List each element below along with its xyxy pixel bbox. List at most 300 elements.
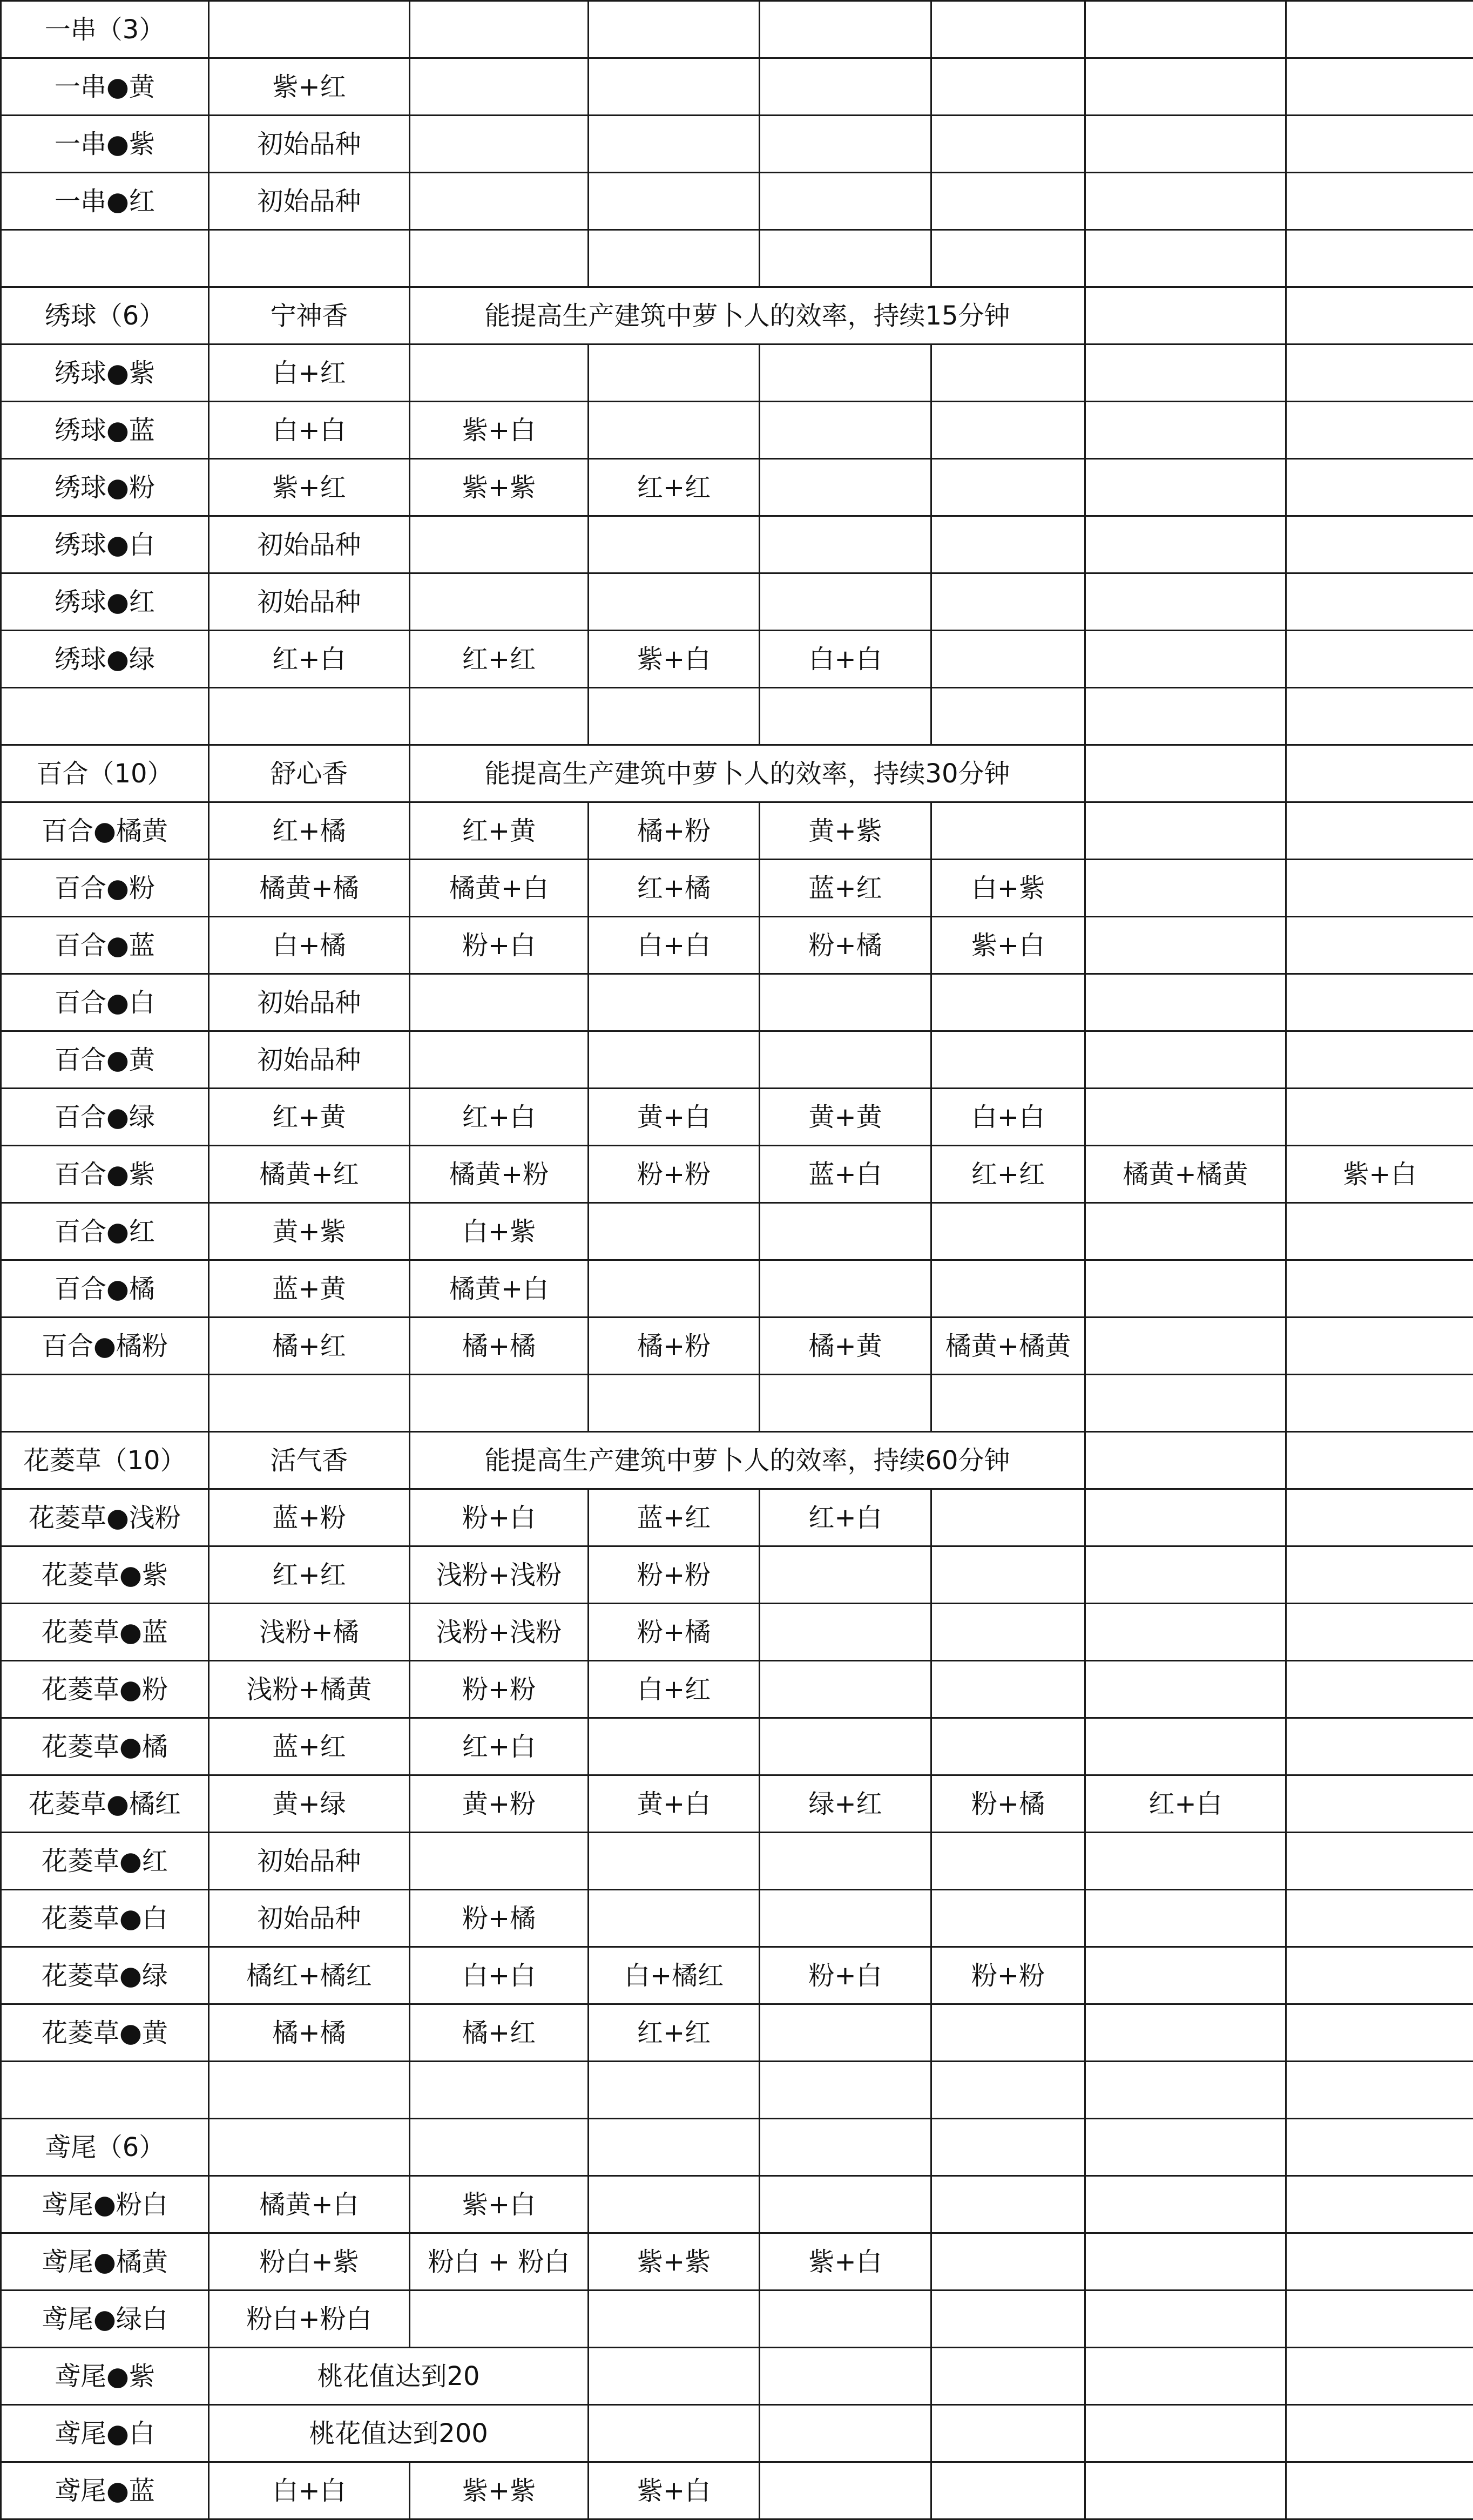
recipe-cell: 白+红 <box>209 344 410 402</box>
recipe-cell <box>209 2062 410 2119</box>
flower-name-cell: 花菱草●蓝 <box>1 1604 209 1661</box>
recipe-cell: 粉+粉 <box>589 1146 760 1203</box>
recipe-cell: 橘黄+红 <box>209 1146 410 1203</box>
recipe-cell: 初始品种 <box>209 1031 410 1089</box>
recipe-cell <box>589 1833 760 1890</box>
recipe-cell <box>589 58 760 116</box>
flower-name-cell: 绣球（6） <box>1 287 209 344</box>
recipe-cell <box>1085 631 1286 688</box>
recipe-cell <box>1085 287 1286 344</box>
recipe-cell <box>931 2062 1085 2119</box>
recipe-cell <box>410 1 589 58</box>
flower-name-cell: 绣球●紫 <box>1 344 209 402</box>
recipe-cell <box>1085 1947 1286 2004</box>
recipe-cell: 白+白 <box>589 917 760 974</box>
flower-name-cell: 鸢尾●蓝 <box>1 2462 209 2519</box>
recipe-cell <box>931 1260 1085 1318</box>
recipe-cell <box>1286 1489 1473 1546</box>
table-row <box>1 2348 1473 2405</box>
recipe-cell <box>1286 287 1473 344</box>
recipe-cell <box>1085 1 1286 58</box>
table-row <box>1 1890 1473 1947</box>
recipe-cell <box>1085 1432 1286 1489</box>
recipe-cell <box>1286 1089 1473 1146</box>
recipe-cell <box>760 1604 931 1661</box>
recipe-cell <box>931 2291 1085 2348</box>
recipe-cell <box>589 974 760 1031</box>
flower-name-cell <box>1 2062 209 2119</box>
recipe-cell: 红+黄 <box>410 802 589 860</box>
recipe-cell <box>931 1203 1085 1260</box>
flower-name-cell: 一串●红 <box>1 173 209 230</box>
recipe-cell <box>1085 516 1286 573</box>
recipe-cell <box>209 230 410 287</box>
recipe-cell: 红+白 <box>209 631 410 688</box>
recipe-cell: 初始品种 <box>209 974 410 1031</box>
table-row <box>1 1375 1473 1432</box>
recipe-cell <box>931 173 1085 230</box>
table-row <box>1 2119 1473 2176</box>
table-row <box>1 402 1473 459</box>
recipe-cell <box>1286 1203 1473 1260</box>
recipe-cell: 绿+红 <box>760 1775 931 1833</box>
recipe-cell <box>931 2004 1085 2062</box>
flower-name-cell: 花菱草●粉 <box>1 1661 209 1718</box>
table-body <box>1 1 1473 2519</box>
recipe-cell <box>209 2119 410 2176</box>
table-row <box>1 1604 1473 1661</box>
table-row <box>1 802 1473 860</box>
recipe-cell <box>931 2348 1085 2405</box>
recipe-cell <box>209 1375 410 1432</box>
recipe-cell: 粉+白 <box>410 917 589 974</box>
recipe-cell <box>1085 2004 1286 2062</box>
recipe-cell: 橘黄+白 <box>209 2176 410 2233</box>
recipe-cell <box>1085 1031 1286 1089</box>
table-row <box>1 2004 1473 2062</box>
recipe-cell <box>931 802 1085 860</box>
recipe-cell <box>589 1260 760 1318</box>
recipe-cell <box>931 116 1085 173</box>
flower-name-cell: 百合（10） <box>1 745 209 802</box>
recipe-cell <box>589 1 760 58</box>
flower-name-cell: 绣球●白 <box>1 516 209 573</box>
recipe-cell: 橘+橘 <box>410 1318 589 1375</box>
recipe-cell: 红+白 <box>410 1089 589 1146</box>
recipe-cell: 红+红 <box>589 2004 760 2062</box>
flower-name-cell: 鸢尾●绿白 <box>1 2291 209 2348</box>
table-row <box>1 1318 1473 1375</box>
recipe-cell <box>589 2062 760 2119</box>
recipe-cell: 粉白 + 粉白 <box>410 2233 589 2291</box>
recipe-cell <box>931 1833 1085 1890</box>
recipe-cell <box>931 2462 1085 2519</box>
table-row <box>1 2462 1473 2519</box>
table-row <box>1 1203 1473 1260</box>
flower-name-cell: 百合●黄 <box>1 1031 209 1089</box>
recipe-cell <box>1286 974 1473 1031</box>
recipe-cell: 紫+白 <box>931 917 1085 974</box>
flower-name-cell <box>1 230 209 287</box>
recipe-cell <box>1286 516 1473 573</box>
recipe-cell: 浅粉+橘 <box>209 1604 410 1661</box>
recipe-cell <box>1286 1661 1473 1718</box>
recipe-cell <box>760 516 931 573</box>
flower-name-cell: 鸢尾●粉白 <box>1 2176 209 2233</box>
recipe-cell <box>760 1260 931 1318</box>
recipe-cell: 红+白 <box>1085 1775 1286 1833</box>
recipe-cell: 紫+白 <box>589 2462 760 2519</box>
recipe-cell <box>760 2291 931 2348</box>
recipe-cell <box>1085 173 1286 230</box>
recipe-cell <box>1085 802 1286 860</box>
recipe-cell: 粉+橘 <box>760 917 931 974</box>
table-row <box>1 58 1473 116</box>
recipe-cell <box>589 688 760 745</box>
recipe-cell <box>1286 2291 1473 2348</box>
flower-name-cell: 花菱草●红 <box>1 1833 209 1890</box>
recipe-cell: 白+白 <box>931 1089 1085 1146</box>
recipe-cell <box>1085 1661 1286 1718</box>
recipe-cell <box>410 173 589 230</box>
flower-name-cell: 花菱草●黄 <box>1 2004 209 2062</box>
table-row <box>1 2176 1473 2233</box>
recipe-cell: 蓝+红 <box>589 1489 760 1546</box>
recipe-cell: 舒心香 <box>209 745 410 802</box>
recipe-cell: 桃花值达到200 <box>209 2405 589 2462</box>
recipe-cell <box>1286 1775 1473 1833</box>
table-row <box>1 516 1473 573</box>
flower-name-cell: 百合●橘黄 <box>1 802 209 860</box>
recipe-cell <box>1085 459 1286 516</box>
recipe-cell <box>1085 2062 1286 2119</box>
flower-name-cell: 绣球●绿 <box>1 631 209 688</box>
flower-name-cell: 绣球●蓝 <box>1 402 209 459</box>
table-row <box>1 917 1473 974</box>
flower-name-cell: 百合●蓝 <box>1 917 209 974</box>
recipe-cell: 红+红 <box>931 1146 1085 1203</box>
recipe-cell <box>1286 745 1473 802</box>
recipe-cell <box>760 1546 931 1604</box>
recipe-cell: 初始品种 <box>209 573 410 631</box>
recipe-cell: 桃花值达到20 <box>209 2348 589 2405</box>
recipe-cell <box>1085 745 1286 802</box>
flower-name-cell: 绣球●粉 <box>1 459 209 516</box>
recipe-cell <box>1286 2176 1473 2233</box>
recipe-cell: 橘黄+橘黄 <box>931 1318 1085 1375</box>
recipe-cell: 红+红 <box>410 631 589 688</box>
flower-name-cell: 鸢尾●白 <box>1 2405 209 2462</box>
recipe-cell: 白+紫 <box>931 860 1085 917</box>
recipe-cell: 能提高生产建筑中萝卜人的效率，持续15分钟 <box>410 287 1085 344</box>
recipe-cell <box>931 573 1085 631</box>
table-row <box>1 1718 1473 1775</box>
flower-name-cell: 花菱草（10） <box>1 1432 209 1489</box>
recipe-cell <box>931 402 1085 459</box>
recipe-cell <box>760 2348 931 2405</box>
recipe-cell <box>410 58 589 116</box>
recipe-cell <box>931 230 1085 287</box>
recipe-cell <box>1085 2176 1286 2233</box>
recipe-cell: 黄+黄 <box>760 1089 931 1146</box>
recipe-cell <box>931 1604 1085 1661</box>
recipe-cell <box>589 230 760 287</box>
recipe-cell: 浅粉+浅粉 <box>410 1546 589 1604</box>
recipe-cell <box>410 974 589 1031</box>
recipe-cell: 橘+黄 <box>760 1318 931 1375</box>
recipe-cell: 紫+紫 <box>410 2462 589 2519</box>
recipe-cell <box>1085 1890 1286 1947</box>
recipe-cell: 白+白 <box>760 631 931 688</box>
flower-name-cell: 鸢尾●紫 <box>1 2348 209 2405</box>
recipe-cell <box>410 230 589 287</box>
recipe-cell <box>589 2348 760 2405</box>
flower-name-cell: 鸢尾（6） <box>1 2119 209 2176</box>
recipe-cell: 红+橘 <box>209 802 410 860</box>
recipe-cell: 初始品种 <box>209 1890 410 1947</box>
recipe-cell <box>1085 2119 1286 2176</box>
recipe-cell <box>760 1 931 58</box>
recipe-cell: 蓝+白 <box>760 1146 931 1203</box>
recipe-cell <box>1286 1 1473 58</box>
recipe-cell <box>760 116 931 173</box>
recipe-cell <box>1286 116 1473 173</box>
recipe-cell: 紫+红 <box>209 459 410 516</box>
recipe-cell <box>1286 860 1473 917</box>
recipe-cell: 白+白 <box>209 2462 410 2519</box>
recipe-cell <box>410 2119 589 2176</box>
table-row <box>1 173 1473 230</box>
recipe-cell: 橘+红 <box>410 2004 589 2062</box>
recipe-cell: 橘黄+白 <box>410 860 589 917</box>
table-row <box>1 688 1473 745</box>
recipe-cell <box>589 344 760 402</box>
recipe-cell: 白+橘 <box>209 917 410 974</box>
table-row <box>1 2405 1473 2462</box>
recipe-cell <box>931 1375 1085 1432</box>
recipe-cell <box>1286 1947 1473 2004</box>
recipe-cell: 粉白+粉白 <box>209 2291 410 2348</box>
recipe-cell: 紫+白 <box>410 2176 589 2233</box>
recipe-cell: 黄+紫 <box>209 1203 410 1260</box>
recipe-cell <box>760 688 931 745</box>
recipe-cell <box>1085 1089 1286 1146</box>
recipe-cell: 白+橘红 <box>589 1947 760 2004</box>
table-row <box>1 2233 1473 2291</box>
recipe-cell: 橘黄+橘黄 <box>1085 1146 1286 1203</box>
recipe-cell: 粉+粉 <box>589 1546 760 1604</box>
recipe-cell <box>1286 1890 1473 1947</box>
recipe-cell <box>931 2405 1085 2462</box>
recipe-cell <box>589 2119 760 2176</box>
table-row <box>1 573 1473 631</box>
recipe-cell <box>1085 917 1286 974</box>
recipe-cell <box>931 1031 1085 1089</box>
table-row <box>1 974 1473 1031</box>
recipe-cell: 蓝+红 <box>760 860 931 917</box>
recipe-cell <box>589 1375 760 1432</box>
recipe-cell <box>1286 402 1473 459</box>
recipe-cell <box>589 516 760 573</box>
recipe-cell: 紫+白 <box>410 402 589 459</box>
recipe-cell <box>1085 2233 1286 2291</box>
recipe-cell: 蓝+红 <box>209 1718 410 1775</box>
recipe-cell <box>1085 230 1286 287</box>
recipe-cell <box>760 1718 931 1775</box>
recipe-cell: 橘+粉 <box>589 802 760 860</box>
recipe-cell: 紫+白 <box>589 631 760 688</box>
recipe-cell <box>760 58 931 116</box>
recipe-cell <box>1085 1833 1286 1890</box>
recipe-cell <box>1286 2062 1473 2119</box>
flower-name-cell: 花菱草●紫 <box>1 1546 209 1604</box>
flower-name-cell: 百合●绿 <box>1 1089 209 1146</box>
recipe-cell <box>1286 802 1473 860</box>
recipe-cell <box>1085 1203 1286 1260</box>
flower-name-cell <box>1 688 209 745</box>
table-row <box>1 1146 1473 1203</box>
recipe-cell <box>760 402 931 459</box>
recipe-cell: 黄+白 <box>589 1775 760 1833</box>
recipe-cell <box>760 2062 931 2119</box>
recipe-cell <box>1085 1260 1286 1318</box>
recipe-cell: 粉+橘 <box>589 1604 760 1661</box>
recipe-cell <box>1286 344 1473 402</box>
recipe-cell <box>1286 2462 1473 2519</box>
recipe-cell <box>1286 1375 1473 1432</box>
recipe-cell: 紫+紫 <box>589 2233 760 2291</box>
recipe-cell <box>760 1031 931 1089</box>
recipe-cell: 橘黄+白 <box>410 1260 589 1318</box>
recipe-cell: 粉白+紫 <box>209 2233 410 2291</box>
recipe-cell: 紫+红 <box>209 58 410 116</box>
recipe-cell: 初始品种 <box>209 173 410 230</box>
recipe-cell <box>931 58 1085 116</box>
flower-name-cell: 花菱草●橘红 <box>1 1775 209 1833</box>
recipe-cell <box>931 344 1085 402</box>
table-row <box>1 1661 1473 1718</box>
recipe-cell <box>1286 573 1473 631</box>
recipe-cell <box>1286 1432 1473 1489</box>
recipe-cell <box>1286 2004 1473 2062</box>
recipe-cell <box>1085 974 1286 1031</box>
recipe-cell <box>1085 573 1286 631</box>
recipe-cell <box>760 1890 931 1947</box>
recipe-cell: 宁神香 <box>209 287 410 344</box>
recipe-cell: 橘+红 <box>209 1318 410 1375</box>
recipe-cell: 粉+橘 <box>410 1890 589 1947</box>
recipe-cell <box>760 2462 931 2519</box>
recipe-cell <box>760 1833 931 1890</box>
recipe-cell <box>589 2176 760 2233</box>
recipe-cell <box>1286 1718 1473 1775</box>
recipe-cell: 紫+白 <box>1286 1146 1473 1203</box>
flower-name-cell: 百合●粉 <box>1 860 209 917</box>
recipe-cell <box>931 516 1085 573</box>
recipe-cell <box>1286 2405 1473 2462</box>
flower-name-cell: 百合●橘粉 <box>1 1318 209 1375</box>
recipe-cell <box>760 344 931 402</box>
recipe-cell: 初始品种 <box>209 1833 410 1890</box>
recipe-cell <box>931 2176 1085 2233</box>
table-row <box>1 1432 1473 1489</box>
flower-name-cell: 一串●黄 <box>1 58 209 116</box>
recipe-cell <box>931 1890 1085 1947</box>
recipe-cell <box>931 688 1085 745</box>
recipe-cell: 橘+粉 <box>589 1318 760 1375</box>
recipe-cell: 蓝+黄 <box>209 1260 410 1318</box>
recipe-cell <box>589 116 760 173</box>
recipe-cell <box>931 974 1085 1031</box>
table-row <box>1 459 1473 516</box>
recipe-cell <box>410 688 589 745</box>
table-row <box>1 1089 1473 1146</box>
recipe-cell <box>760 2176 931 2233</box>
recipe-cell: 黄+绿 <box>209 1775 410 1833</box>
recipe-cell <box>1085 2405 1286 2462</box>
recipe-cell <box>760 230 931 287</box>
recipe-cell <box>931 1 1085 58</box>
recipe-cell: 白+白 <box>209 402 410 459</box>
table-row <box>1 860 1473 917</box>
recipe-cell <box>1286 2348 1473 2405</box>
recipe-cell <box>760 173 931 230</box>
recipe-cell <box>760 573 931 631</box>
recipe-cell: 粉+白 <box>410 1489 589 1546</box>
flower-name-cell: 一串（3） <box>1 1 209 58</box>
recipe-cell: 蓝+粉 <box>209 1489 410 1546</box>
recipe-cell <box>1286 1318 1473 1375</box>
recipe-cell <box>931 1661 1085 1718</box>
flower-name-cell: 百合●白 <box>1 974 209 1031</box>
recipe-cell <box>931 2119 1085 2176</box>
recipe-cell <box>410 1375 589 1432</box>
recipe-cell <box>1085 344 1286 402</box>
table-row <box>1 745 1473 802</box>
recipe-cell <box>589 1031 760 1089</box>
recipe-cell <box>1286 631 1473 688</box>
recipe-cell <box>589 1203 760 1260</box>
recipe-cell <box>589 2405 760 2462</box>
recipe-cell <box>760 2119 931 2176</box>
recipe-cell: 白+白 <box>410 1947 589 2004</box>
recipe-cell: 橘红+橘红 <box>209 1947 410 2004</box>
recipe-cell <box>410 516 589 573</box>
table-row <box>1 1775 1473 1833</box>
recipe-cell <box>1286 1031 1473 1089</box>
recipe-cell <box>1085 1546 1286 1604</box>
recipe-cell: 粉+粉 <box>931 1947 1085 2004</box>
recipe-cell: 红+红 <box>589 459 760 516</box>
recipe-cell: 橘黄+粉 <box>410 1146 589 1203</box>
recipe-cell <box>931 631 1085 688</box>
recipe-cell: 黄+粉 <box>410 1775 589 1833</box>
recipe-cell: 能提高生产建筑中萝卜人的效率，持续30分钟 <box>410 745 1085 802</box>
recipe-cell: 能提高生产建筑中萝卜人的效率，持续60分钟 <box>410 1432 1085 1489</box>
table-row <box>1 1947 1473 2004</box>
recipe-cell <box>760 974 931 1031</box>
recipe-cell <box>931 459 1085 516</box>
recipe-cell <box>1085 2348 1286 2405</box>
flower-name-cell: 花菱草●绿 <box>1 1947 209 2004</box>
table-row <box>1 2062 1473 2119</box>
flower-name-cell: 花菱草●白 <box>1 1890 209 1947</box>
recipe-cell <box>410 1031 589 1089</box>
recipe-cell <box>931 2233 1085 2291</box>
table-row <box>1 1833 1473 1890</box>
recipe-cell <box>760 2004 931 2062</box>
flower-name-cell <box>1 1375 209 1432</box>
